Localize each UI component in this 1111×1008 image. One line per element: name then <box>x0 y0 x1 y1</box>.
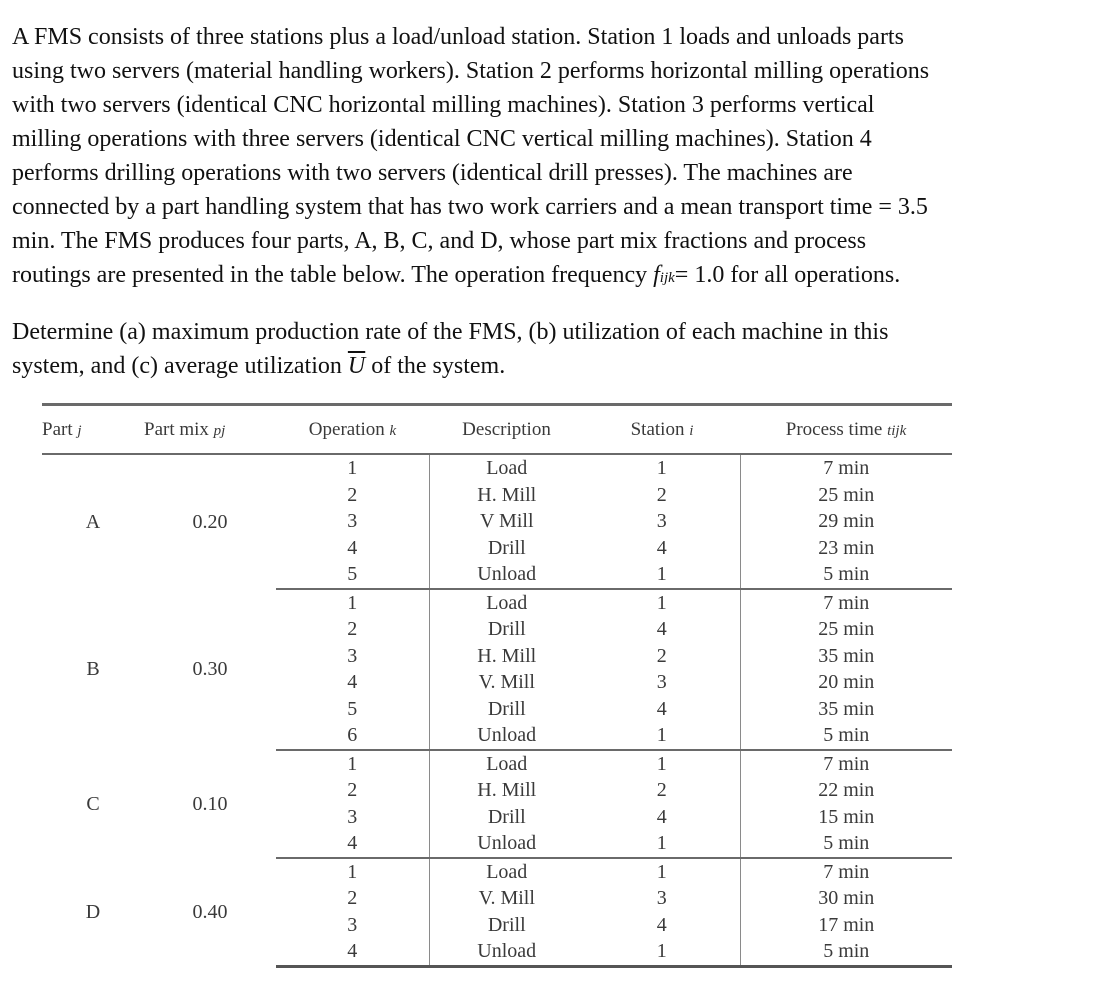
intro-line: min. The FMS produces four parts, A, B, C, and D, whose part mix fractions and process <box>12 228 867 254</box>
operation-cell: 1 <box>276 750 429 778</box>
operation-cell: 3 <box>276 643 429 670</box>
process-time-cell: 20 min <box>818 671 875 694</box>
part-cell: B <box>86 658 100 680</box>
process-time-cell: 5 min <box>740 938 952 966</box>
process-time-cell: 29 min <box>818 510 875 533</box>
station-cell: 4 <box>584 616 740 643</box>
description-cell: Drill <box>487 913 526 936</box>
question-text-before: system, and (c) average utilization <box>12 353 348 379</box>
description-cell: Load <box>486 457 528 480</box>
description-cell: Load <box>486 860 528 883</box>
part-mix-cell: 0.10 <box>192 792 228 815</box>
description-cell: Unload <box>429 830 584 858</box>
description-cell: Drill <box>487 618 526 641</box>
process-time-cell: 23 min <box>818 536 875 559</box>
description-cell: Unload <box>429 561 584 589</box>
station-cell: 2 <box>584 482 740 509</box>
station-cell: 2 <box>584 777 740 804</box>
operation-cell: 2 <box>276 616 429 643</box>
intro-line: milling operations with three servers (identical CNC vertical milling machines). Station 4 <box>12 126 872 152</box>
process-time-cell: 5 min <box>740 722 952 750</box>
process-time-cell: 7 min <box>823 752 870 775</box>
process-table <box>42 403 952 968</box>
operation-cell: 5 <box>276 561 429 589</box>
intro-line: performs drilling operations with two servers (identical drill presses). The machines are <box>12 160 853 186</box>
operation-cell: 4 <box>276 669 429 696</box>
freq-subscript: ijk <box>659 270 675 286</box>
station-cell: 3 <box>584 508 740 535</box>
operation-cell: 5 <box>276 696 429 723</box>
freq-text-after: = 1.0 for all operations. <box>674 262 901 288</box>
station-cell: 1 <box>584 722 740 750</box>
operation-cell: 2 <box>276 482 429 509</box>
process-time-cell: 30 min <box>818 887 875 910</box>
description-cell: Drill <box>487 536 526 559</box>
operation-cell: 1 <box>276 858 429 886</box>
station-cell: 2 <box>584 643 740 670</box>
process-time-cell: 5 min <box>740 561 952 589</box>
description-cell: V. Mill <box>478 887 535 910</box>
station-cell: 1 <box>584 938 740 966</box>
operation-cell: 4 <box>276 938 429 966</box>
freq-symbol: f <box>653 262 660 288</box>
operation-cell: 4 <box>276 830 429 858</box>
description-cell: Drill <box>487 805 526 828</box>
question-line: Determine (a) maximum production rate of the FMS, (b) utilization of each machine in this <box>12 319 889 345</box>
station-cell: 1 <box>584 454 740 482</box>
description-cell: H. Mill <box>477 644 537 667</box>
intro-line: using two servers (material handling workers). Station 2 performs horizontal milling operations <box>12 58 930 84</box>
freq-text-before: routings are presented in the table below. The operation frequency <box>12 262 654 288</box>
operation-cell: 3 <box>276 804 429 831</box>
station-cell: 3 <box>584 669 740 696</box>
operation-cell: 3 <box>276 508 429 535</box>
question-text-after: of the system. <box>365 353 506 379</box>
intro-line-frequency <box>12 258 1102 295</box>
header-station: Station i <box>584 405 740 455</box>
operation-cell: 4 <box>276 535 429 562</box>
problem-statement <box>12 20 1102 383</box>
part-cell: C <box>86 792 100 815</box>
process-time-cell: 17 min <box>818 913 875 936</box>
intro-paragraph <box>12 20 1102 295</box>
average-utilization-symbol: $\overline{U}$ <box>347 353 366 379</box>
process-time-cell: 15 min <box>818 805 875 828</box>
header-part-mix: Part mix pj <box>144 405 276 455</box>
operation-cell: 2 <box>276 885 429 912</box>
question-line <box>12 349 1102 383</box>
operation-cell: 1 <box>276 454 429 482</box>
station-cell: 1 <box>584 830 740 858</box>
station-cell: 4 <box>584 535 740 562</box>
station-cell: 1 <box>584 561 740 589</box>
process-time-cell: 5 min <box>740 830 952 858</box>
process-time-cell: 25 min <box>818 483 875 506</box>
station-cell: 3 <box>584 885 740 912</box>
operation-cell: 3 <box>276 912 429 939</box>
station-cell: 1 <box>584 589 740 617</box>
part-mix-cell: 0.30 <box>192 658 228 680</box>
description-cell: H. Mill <box>477 483 537 506</box>
part-mix-cell: 0.20 <box>192 510 228 533</box>
part-mix-cell: 0.40 <box>192 900 228 923</box>
operation-cell: 2 <box>276 777 429 804</box>
process-time-cell: 25 min <box>818 618 875 641</box>
description-cell: H. Mill <box>477 779 537 802</box>
description-cell: Unload <box>429 722 584 750</box>
operation-cell: 1 <box>276 589 429 617</box>
station-cell: 4 <box>584 804 740 831</box>
station-cell: 1 <box>584 750 740 778</box>
table-row <box>42 750 952 778</box>
header-operation: Operation k <box>276 405 429 455</box>
header-row <box>42 405 952 455</box>
intro-line: connected by a part handling system that has two work carriers and a mean transport time = 3.5 <box>12 194 928 220</box>
question-paragraph <box>12 315 1102 383</box>
station-cell: 4 <box>584 912 740 939</box>
description-cell: Load <box>486 752 528 775</box>
table-row <box>42 589 952 617</box>
station-cell: 4 <box>584 696 740 723</box>
process-time-cell: 35 min <box>818 644 875 667</box>
table-row <box>42 454 952 482</box>
description-cell: Load <box>486 591 528 614</box>
description-cell: V. Mill <box>478 671 535 694</box>
process-time-cell: 7 min <box>823 860 870 883</box>
header-part: Part j <box>42 405 144 455</box>
intro-line: A FMS consists of three stations plus a load/unload station. Station 1 loads and unloads parts <box>12 24 904 50</box>
header-description: Description <box>429 405 584 455</box>
intro-line: with two servers (identical CNC horizontal milling machines). Station 3 performs vertical <box>12 92 875 118</box>
header-process-time: Process time tijk <box>740 405 952 455</box>
description-cell: Unload <box>429 938 584 966</box>
process-time-cell: 7 min <box>823 457 870 480</box>
process-time-cell: 35 min <box>818 697 875 720</box>
process-time-cell: 7 min <box>823 591 870 614</box>
process-time-cell: 22 min <box>818 779 875 802</box>
part-cell: A <box>85 510 101 533</box>
table-row <box>42 858 952 886</box>
station-cell: 1 <box>584 858 740 886</box>
description-cell: V Mill <box>479 510 534 533</box>
description-cell: Drill <box>487 697 526 720</box>
process-table-wrapper <box>42 403 952 968</box>
part-cell: D <box>85 900 101 923</box>
operation-cell: 6 <box>276 722 429 750</box>
